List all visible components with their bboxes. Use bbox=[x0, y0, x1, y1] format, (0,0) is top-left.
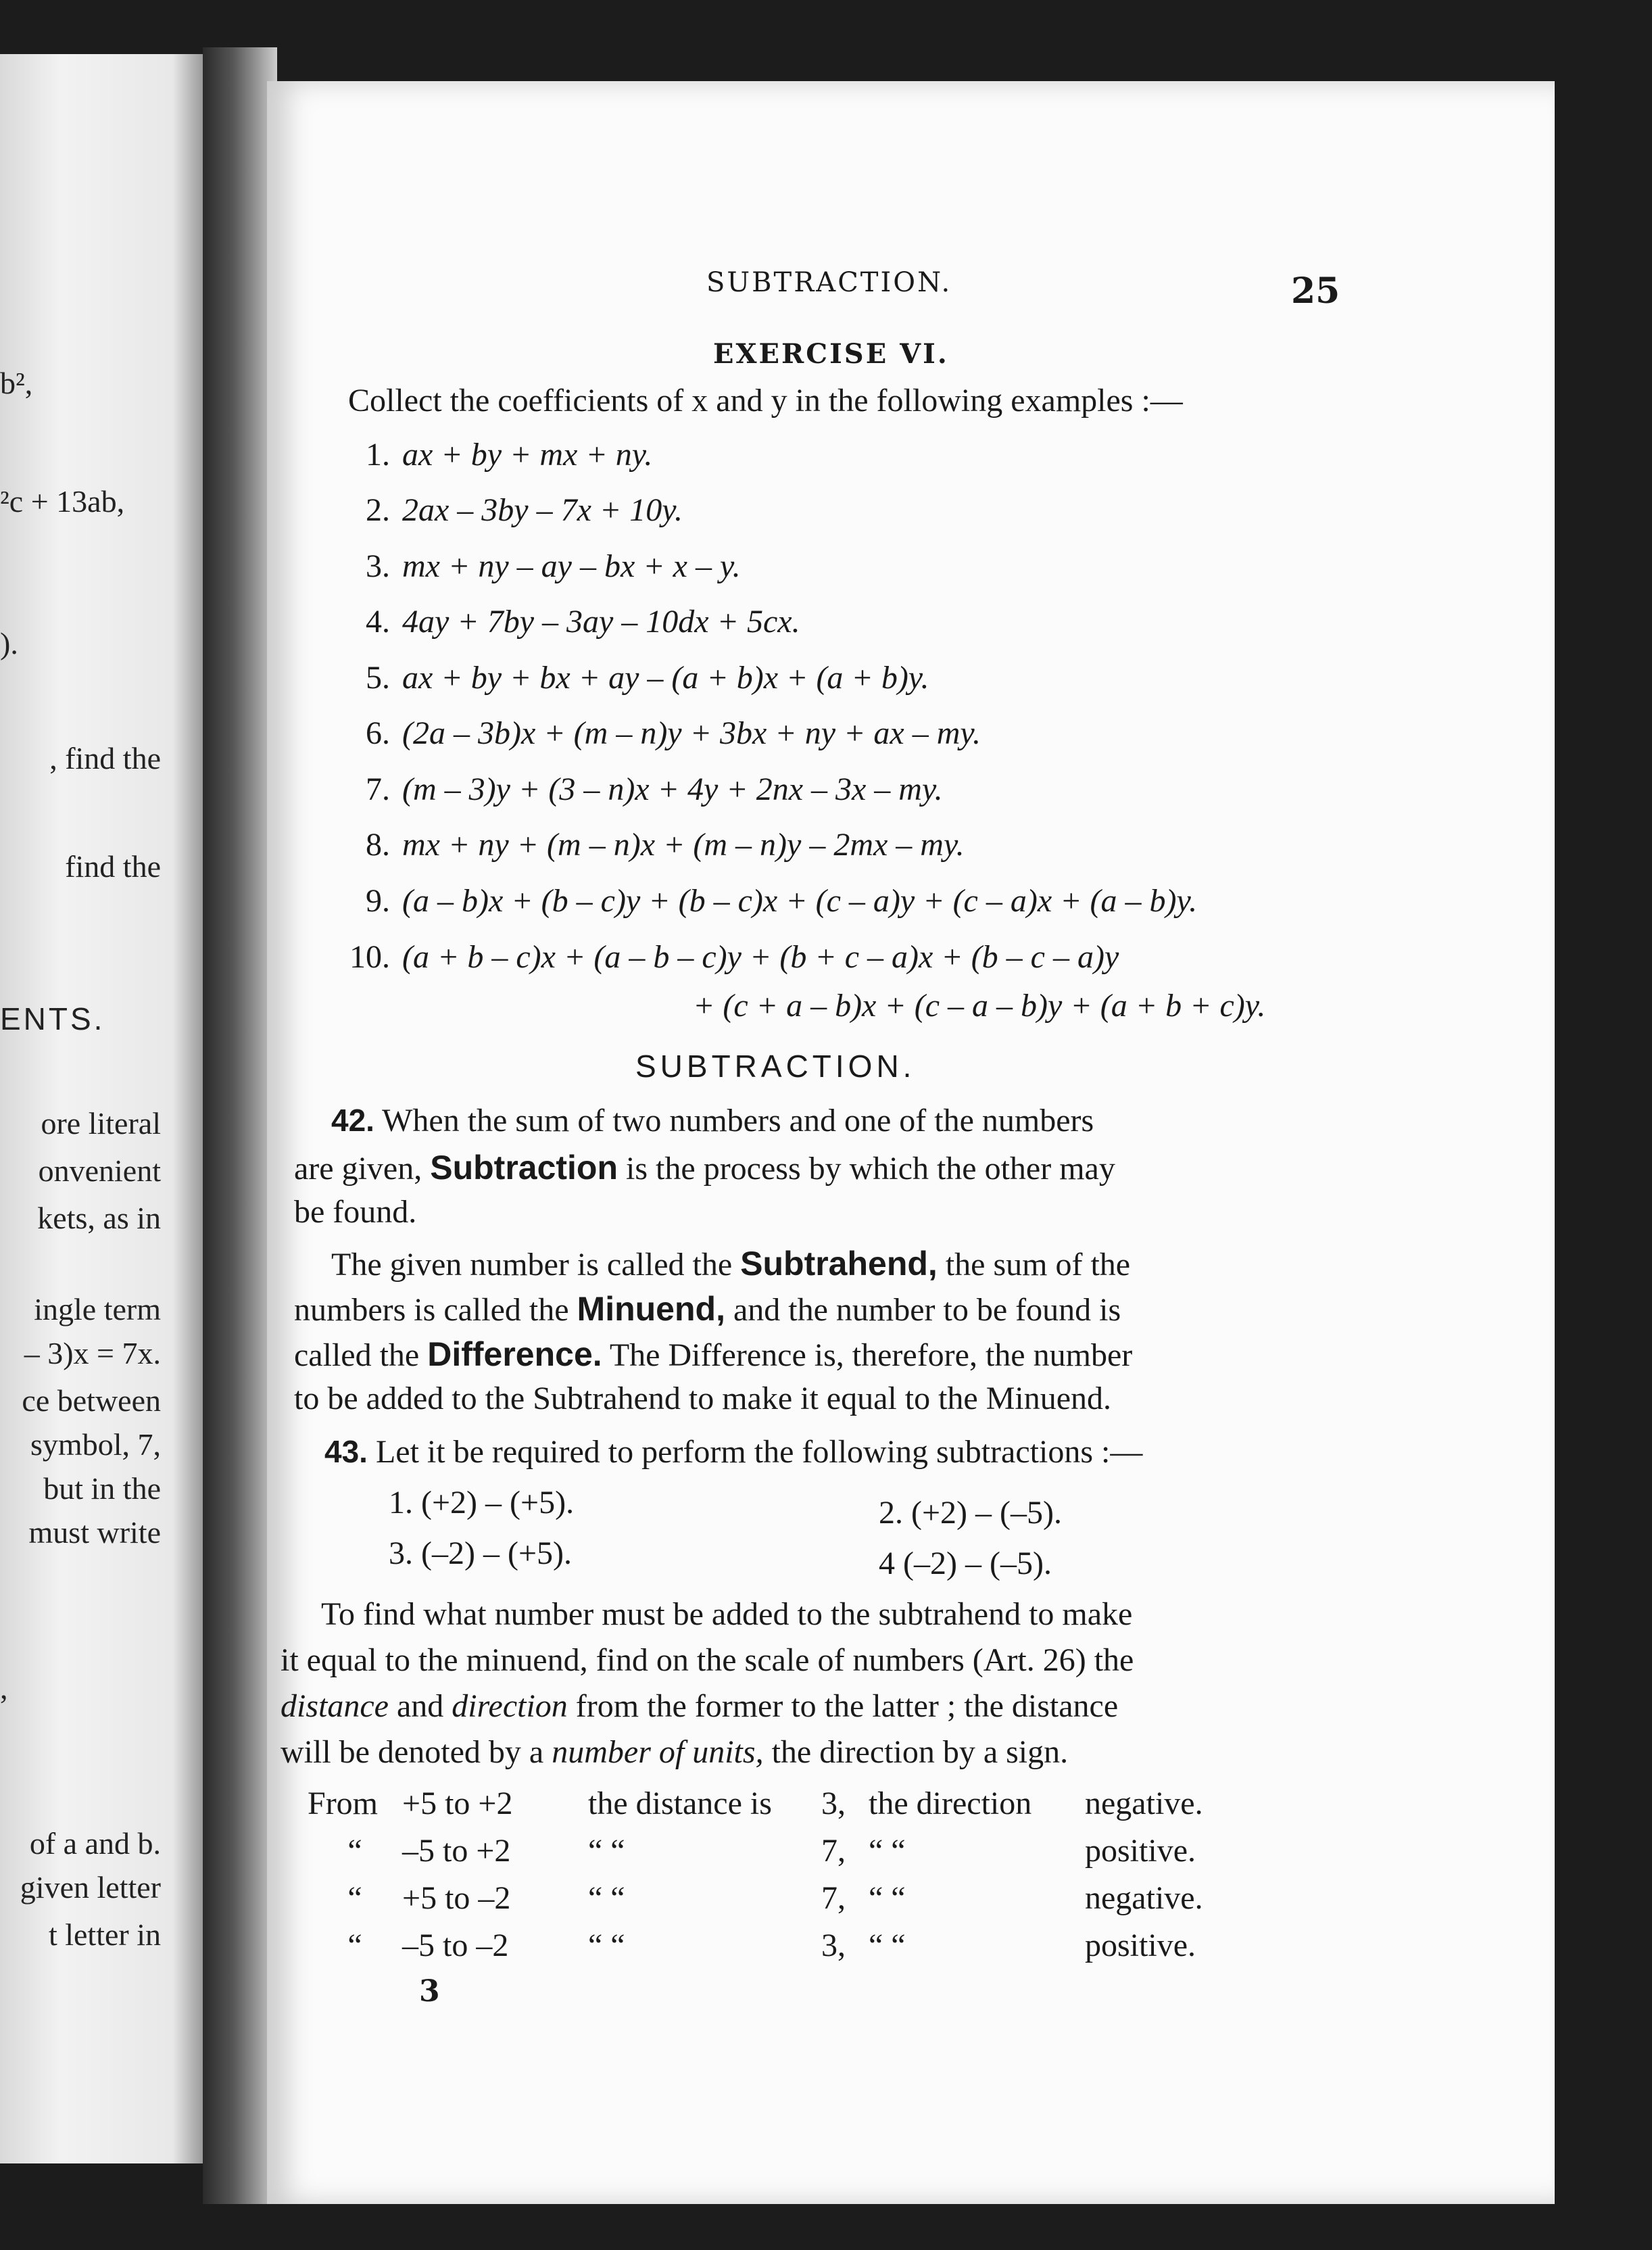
term-subtrahend: Subtrahend, bbox=[740, 1245, 938, 1283]
term-difference: Difference. bbox=[427, 1335, 602, 1373]
explanation-line3: distance and direction from the former to the latter ; the distance bbox=[281, 1688, 1119, 1724]
article-42-line2: are given, Subtraction is the process by which the other may bbox=[294, 1149, 1115, 1187]
expression: ax + by + mx + ny. bbox=[402, 437, 653, 473]
expression: mx + ny + (m – n)x + (m – n)y – 2mx – my. bbox=[402, 827, 965, 863]
left-fragment: symbol, 7, bbox=[30, 1427, 161, 1462]
expression: 4ay + 7by – 3ay – 10dx + 5cx. bbox=[402, 604, 800, 640]
exercise-instruction: Collect the coefficients of x and y in the following examples :— bbox=[348, 383, 1183, 418]
right-page bbox=[267, 81, 1555, 2204]
left-fragment: t letter in bbox=[48, 1917, 161, 1952]
exercise-item: 1. ax + by + mx + ny. bbox=[366, 437, 653, 473]
left-fragment: must write bbox=[28, 1515, 161, 1550]
table-row: From +5 to +2 the distance is 3, the direction negative. bbox=[308, 1786, 1203, 1821]
expression: (a + b – c)x + (a – b – c)y + (b + c – a)x + (b – c – a)y bbox=[402, 939, 1119, 975]
expression: ax + by + bx + ay – (a + b)x + (a + b)y. bbox=[402, 660, 929, 696]
book-gutter bbox=[203, 47, 277, 2204]
table-row: “ –5 to +2 “ “ 7, “ “ positive. bbox=[347, 1833, 1196, 1869]
definition-line2: numbers is called the Minuend, and the number to be found is bbox=[294, 1290, 1121, 1328]
expression: (2a – 3b)x + (m – n)y + 3bx + ny + ax – my. bbox=[402, 715, 981, 751]
expression: (a – b)x + (b – c)y + (b – c)x + (c – a)y + (c – a)x + (a – b)y. bbox=[402, 883, 1198, 919]
left-fragment: , bbox=[0, 1671, 8, 1705]
definition-line3: called the Difference. The Difference is, therefore, the number bbox=[294, 1335, 1133, 1373]
table-row: “ +5 to –2 “ “ 7, “ “ negative. bbox=[347, 1880, 1203, 1916]
article-number: 42. bbox=[331, 1103, 374, 1138]
article-43-line1: 43. Let it be required to perform the following subtractions :— bbox=[324, 1434, 1143, 1470]
subtraction-op: 4 (–2) – (–5). bbox=[879, 1546, 1052, 1581]
section-heading: SUBTRACTION. bbox=[635, 1049, 916, 1084]
left-page bbox=[0, 54, 203, 2163]
term-minuend: Minuend, bbox=[577, 1290, 725, 1328]
term-subtraction: Subtraction bbox=[430, 1149, 618, 1187]
left-fragment: ENTS. bbox=[0, 1001, 105, 1036]
exercise-item: 9. (a – b)x + (b – c)y + (b – c)x + (c – a)y + (c – a)x + (a – b)y. bbox=[366, 883, 1198, 919]
left-fragment: find the bbox=[65, 849, 161, 884]
explanation-line4: will be denoted by a number of units, the direction by a sign. bbox=[281, 1734, 1069, 1770]
left-fragment: ingle term bbox=[34, 1292, 161, 1326]
exercise-item: 7. (m – 3)y + (3 – n)x + 4y + 2nx – 3x – my. bbox=[366, 771, 943, 807]
explanation-line2: it equal to the minuend, find on the scale of numbers (Art. 26) the bbox=[281, 1642, 1134, 1678]
signature-mark: 3 bbox=[419, 1974, 440, 2009]
exercise-item: 6. (2a – 3b)x + (m – n)y + 3bx + ny + ax – my. bbox=[366, 715, 981, 751]
article-42-line3: be found. bbox=[294, 1194, 417, 1230]
left-fragment: but in the bbox=[43, 1471, 161, 1506]
left-fragment: of a and b. bbox=[29, 1826, 161, 1861]
definition-line1: The given number is called the Subtrahend, the sum of the bbox=[331, 1245, 1131, 1283]
exercise-item: 8. mx + ny + (m – n)x + (m – n)y – 2mx – my. bbox=[366, 827, 965, 863]
exercise-item: 10. (a + b – c)x + (a – b – c)y + (b + c – a)x + (b – c – a)y bbox=[349, 939, 1119, 975]
subtraction-op: 3. (–2) – (+5). bbox=[389, 1535, 573, 1571]
exercise-item: 4. 4ay + 7by – 3ay – 10dx + 5cx. bbox=[366, 604, 800, 640]
subtraction-op: 1. (+2) – (+5). bbox=[389, 1485, 575, 1521]
left-fragment: b², bbox=[0, 366, 33, 400]
left-fragment: ce between bbox=[22, 1383, 161, 1418]
left-fragment: ore literal bbox=[41, 1106, 161, 1141]
exercise-item: 2. 2ax – 3by – 7x + 10y. bbox=[366, 492, 683, 528]
expression: 2ax – 3by – 7x + 10y. bbox=[402, 492, 683, 528]
expression-continuation: + (c + a – b)x + (c – a – b)y + (a + b + c)y. bbox=[693, 988, 1266, 1024]
exercise-heading: EXERCISE VI. bbox=[713, 338, 949, 370]
article-42-line1: 42. When the sum of two numbers and one of the numbers bbox=[331, 1103, 1094, 1139]
running-title: SUBTRACTION. bbox=[706, 267, 952, 298]
exercise-item: 3. mx + ny – ay – bx + x – y. bbox=[366, 548, 741, 584]
left-fragment: kets, as in bbox=[37, 1201, 161, 1235]
exercise-item: 5. ax + by + bx + ay – (a + b)x + (a + b)y. bbox=[366, 660, 929, 696]
left-fragment: , find the bbox=[49, 741, 161, 775]
left-fragment: given letter bbox=[20, 1870, 161, 1905]
left-fragment: onvenient bbox=[38, 1153, 161, 1188]
left-fragment: ²c + 13ab, bbox=[0, 484, 125, 519]
table-row: “ –5 to –2 “ “ 3, “ “ positive. bbox=[347, 1928, 1196, 1963]
article-number: 43. bbox=[324, 1434, 368, 1469]
definition-line4: to be added to the Subtrahend to make it equal to the Minuend. bbox=[294, 1381, 1112, 1416]
left-fragment: ). bbox=[0, 626, 18, 661]
left-fragment: – 3)x = 7x. bbox=[24, 1336, 161, 1370]
explanation-line1: To find what number must be added to the subtrahend to make bbox=[321, 1596, 1133, 1632]
expression: mx + ny – ay – bx + x – y. bbox=[402, 548, 741, 584]
subtraction-op: 2. (+2) – (–5). bbox=[879, 1495, 1063, 1531]
expression: (m – 3)y + (3 – n)x + 4y + 2nx – 3x – my. bbox=[402, 771, 943, 807]
page-number: 25 bbox=[1291, 270, 1340, 312]
